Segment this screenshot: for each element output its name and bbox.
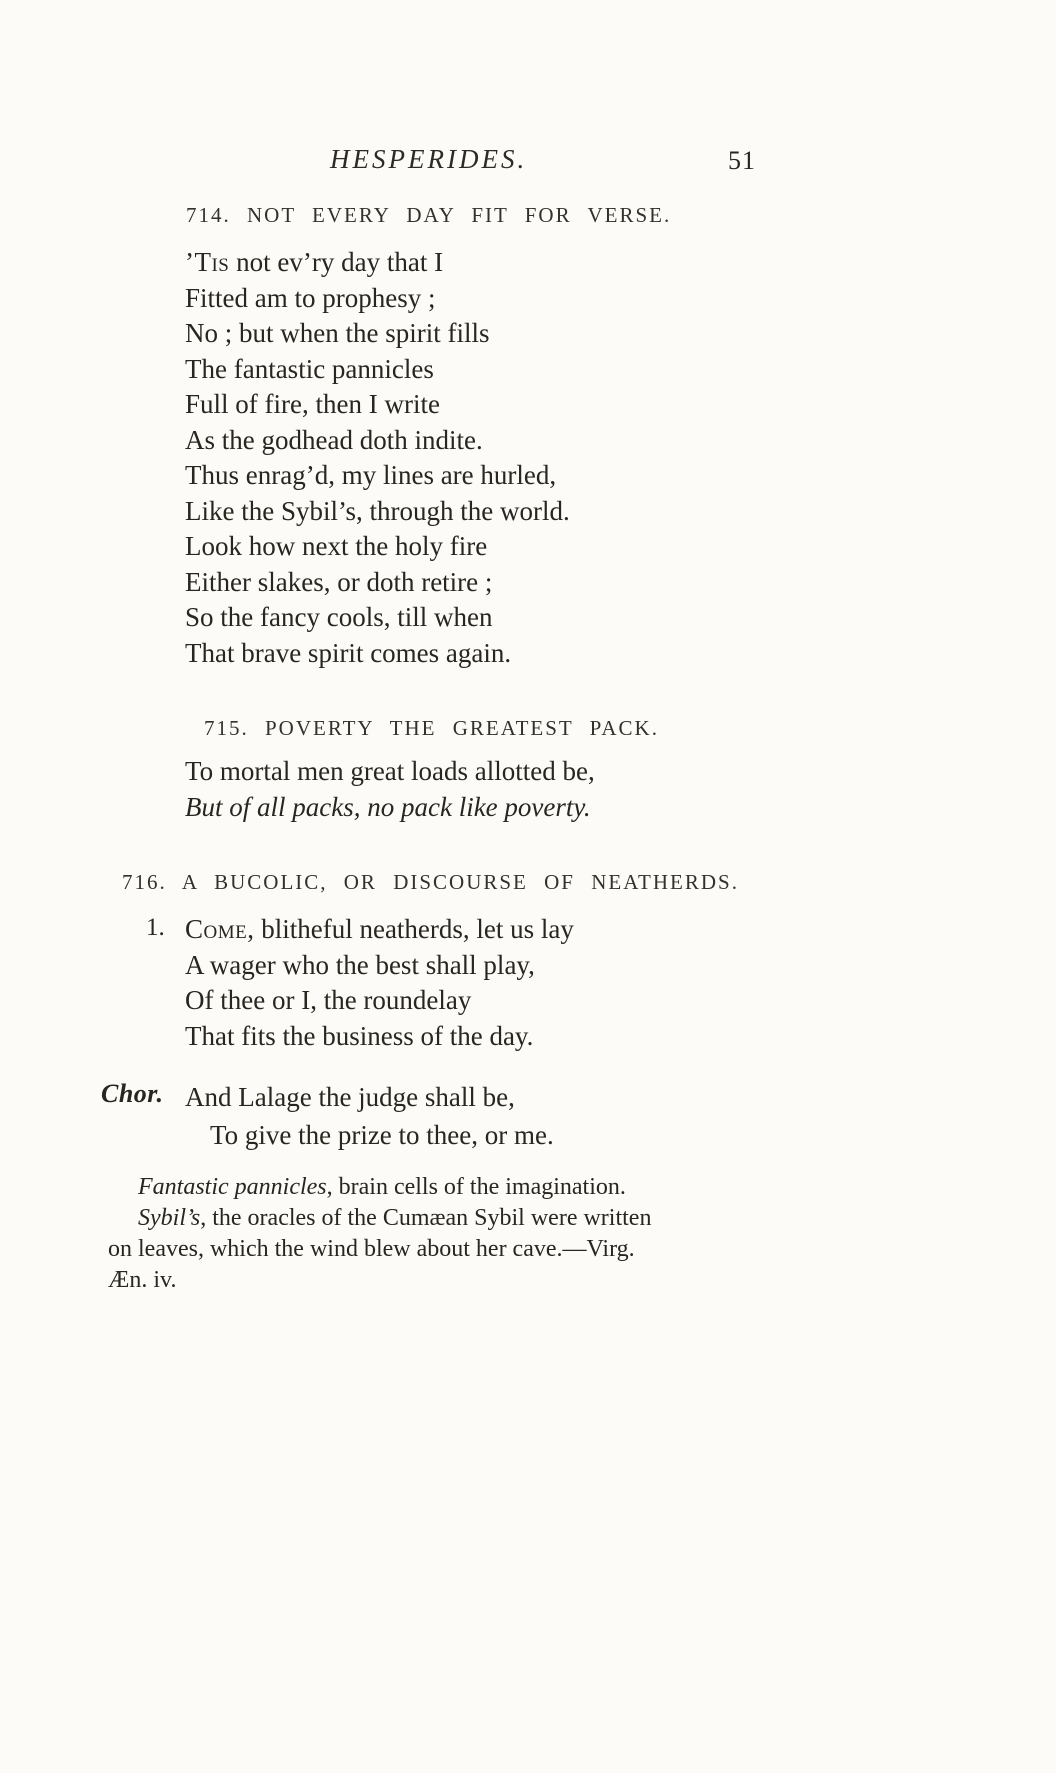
poem-line-rest: blitheful neatherds, let us lay xyxy=(254,914,574,944)
poem-line: Full of fire, then I write xyxy=(185,389,440,419)
poem-line: Of thee or I, the roundelay xyxy=(185,985,472,1015)
poem-line: But of all packs, no pack like poverty. xyxy=(185,792,591,822)
footnote-term: Sybil’s xyxy=(138,1205,201,1231)
footnote-term: Fantastic pannicles xyxy=(138,1174,327,1200)
poem-line: Like the Sybil’s, through the world. xyxy=(185,495,570,526)
poem-line: Look how next the holy fire xyxy=(185,531,488,561)
poem-line: No ; but when the spirit fills xyxy=(185,318,490,348)
footnote-text: , brain cells of the imagination. xyxy=(326,1174,626,1200)
poem-line: To mortal men great loads allotted be, xyxy=(185,756,595,786)
poem-line: Either slakes, or doth retire ; xyxy=(185,566,493,597)
poem-line-rest: not ev’ry day that I xyxy=(229,247,444,277)
poem-line: Thus enrag’d, my lines are hurled, xyxy=(185,460,557,490)
poem-line xyxy=(185,245,1056,281)
poem-715-body xyxy=(0,753,1056,825)
poem-714-body xyxy=(0,245,1056,671)
footnote-line xyxy=(138,1172,808,1203)
poem-line: So the fancy cools, till when xyxy=(185,602,493,632)
footnotes xyxy=(108,1172,808,1296)
chorus-marker: Chor. xyxy=(101,1079,164,1108)
poem-714-heading: 714. NOT EVERY DAY FIT FOR VERSE. xyxy=(186,203,672,227)
running-head xyxy=(0,144,1056,184)
running-head-title: HESPERIDES. xyxy=(330,144,528,174)
stanza-marker: 1. xyxy=(146,914,165,941)
poem-line: The fantastic pannicles xyxy=(185,353,434,384)
page-number: 51 xyxy=(728,146,756,175)
poem-line: And Lalage the judge shall be, xyxy=(185,1082,515,1112)
poem-line: As the godhead doth indite. xyxy=(185,424,483,455)
poem-line-lead: Come, xyxy=(185,914,255,944)
poem-715-heading: 715. POVERTY THE GREATEST PACK. xyxy=(204,716,659,740)
poem-line xyxy=(185,912,1056,948)
poem-line-lead: ’Tis xyxy=(185,247,230,277)
poem-line: That fits the business of the day. xyxy=(185,1020,534,1051)
footnote-line: Æn. iv. xyxy=(108,1267,177,1293)
poem-line: To give the prize to thee, or me. xyxy=(210,1120,554,1150)
footnote-line: on leaves, which the wind blew about her cave.—Virg. xyxy=(108,1236,635,1262)
poem-line: That brave spirit comes again. xyxy=(185,637,512,668)
poem-716-stanza xyxy=(0,912,1056,1054)
poem-716-chorus xyxy=(0,1078,1056,1154)
poem-line: A wager who the best shall play, xyxy=(185,949,535,980)
poem-716-heading: 716. A BUCOLIC, OR DISCOURSE OF NEATHERDS. xyxy=(122,870,739,894)
footnote-line xyxy=(138,1203,808,1234)
footnote-text: , the oracles of the Cumæan Sybil were written xyxy=(200,1205,652,1231)
poem-line: Fitted am to prophesy ; xyxy=(185,282,436,313)
